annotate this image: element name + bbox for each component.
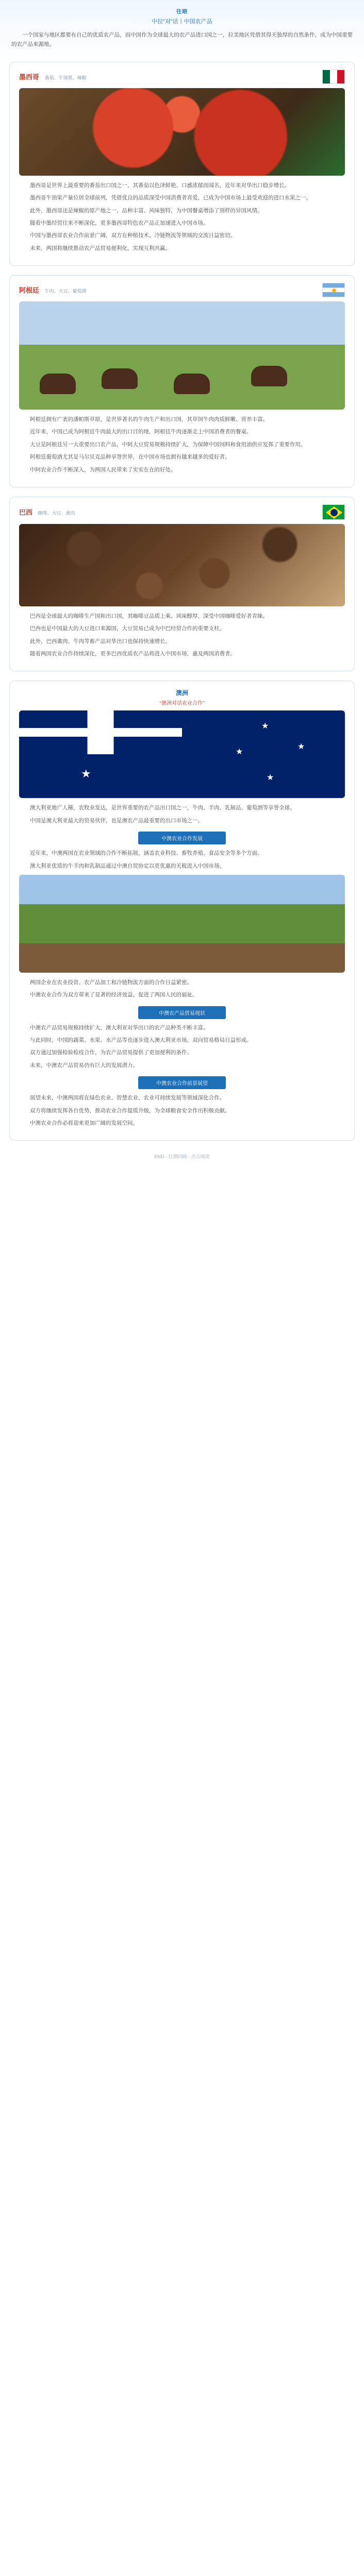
- australia-subtitle: “澳洲对话农业合作”: [159, 701, 205, 707]
- farm-photo: [19, 875, 345, 973]
- argentina-paragraph: 中阿农业合作不断深入，为两国人民带来了实实在在的好处。: [30, 466, 176, 473]
- australia-paragraph: 澳大利亚优质的牛羊肉和乳制品通过中澳自贸协定以更优惠的关税进入中国市场。: [30, 862, 225, 869]
- australia-paragraph: 中澳农产品贸易规模持续扩大，澳大利亚对华出口的农产品种类不断丰富。: [30, 1024, 209, 1031]
- australia-paragraph: 未来，中澳农产品贸易仍有巨大的发展潜力。: [30, 1062, 138, 1069]
- brazil-paragraph: 巴西是全球最大的咖啡生产国和出口国，其咖啡豆品质上乘、风味醇厚，深受中国咖啡爱好者青睐。: [30, 613, 268, 619]
- intro-title: 中拉“对”话丨中国农产品: [152, 19, 212, 25]
- mexico-paragraph: 中国与墨西哥农业合作前景广阔，双方在种植技术、冷链物流等领域的交流日益密切。: [30, 232, 236, 239]
- australia-flag-icon: ★ ★ ★ ★ ★: [19, 710, 345, 798]
- argentina-paragraph: 近年来，中国已成为阿根廷牛肉最大的出口目的地，阿根廷牛肉逐渐走上中国消费者的餐桌。: [30, 429, 252, 435]
- australia-paragraph: 中国是澳大利亚最大的贸易伙伴，也是澳农产品最重要的出口市场之一。: [30, 817, 203, 824]
- cow-shape: [102, 368, 138, 389]
- mexico-paragraph: 墨西哥是世界上最重要的番茄出口国之一，其番茄以色泽鲜艳、口感浓郁而闻名，近年来对华出口稳步增长。: [30, 182, 290, 189]
- argentina-paragraph: 大豆是阿根廷另一大重要出口农产品，中阿大豆贸易规模持续扩大，为保障中国饲料和食用油供应发挥了重要作用。: [30, 441, 306, 448]
- mexico-paragraph: 此外，墨西哥还是辣椒的原产地之一，品种丰富、风味独特，为中国餐桌增添了别样的异国风情。: [30, 207, 263, 214]
- cow-shape: [174, 374, 210, 394]
- cow-shape: [251, 366, 287, 386]
- mexico-header: [19, 70, 345, 84]
- argentina-header: [19, 283, 345, 297]
- australia-paragraph: 两国企业在农业投资、农产品加工和冷链物流方面的合作日益紧密。: [30, 979, 192, 986]
- brazil-paragraph: 巴西也是中国最大的大豆进口来源国，大豆贸易已成为中巴经贸合作的重要支柱。: [30, 625, 225, 632]
- cow-shape: [40, 374, 76, 394]
- australia-paragraph: 双方将继续发挥各自优势，推动农业合作提质升级，为全球粮食安全作出积极贡献。: [30, 1107, 230, 1114]
- intro-paragraph: 一个国家与地区都要有自己的优质农产品，而中国作为全球最大的农产品进口国之一，拉美地区凭借其得天独厚的自然条件，成为中国重要的农产品来源地。: [11, 32, 353, 48]
- brazil-name: 巴西: [19, 508, 33, 516]
- coffee-photo: [19, 524, 345, 606]
- argentina-paragraph: 阿根廷拥有广袤的潘帕斯草原，是世界著名的牛肉生产和出口国，其草饲牛肉肉质鲜嫩、营养丰富。: [30, 416, 268, 422]
- mexico-name: 墨西哥: [19, 73, 40, 81]
- footer-text[interactable]: END · 往期回顾 · 点击阅读: [154, 1154, 210, 1160]
- brazil-paragraph: 此外，巴西禽肉、牛肉等畜产品对华出口也保持快速增长。: [30, 638, 171, 645]
- brazil-subtitle: 咖啡、大豆、禽肉: [38, 510, 75, 516]
- section-heading-pill: 中澳农产品贸易现状: [138, 1006, 226, 1019]
- australia-paragraph: 近年来，中澳两国在农业领域的合作不断拓展，涵盖农业科技、畜牧养殖、食品安全等多个方面。: [30, 850, 263, 857]
- brazil-flag-icon: [322, 504, 345, 520]
- mexico-paragraph: 未来，两国将继续推动农产品贸易便利化，实现互利共赢。: [30, 245, 171, 251]
- argentina-subtitle: 牛肉、大豆、葡萄酒: [44, 289, 87, 294]
- intro-section: [0, 0, 364, 62]
- cattle-photo: [19, 301, 345, 410]
- brazil-paragraph: 随着两国农业合作持续深化，更多巴西优质农产品将进入中国市场，惠及两国消费者。: [30, 651, 236, 657]
- australia-paragraph: 双方通过加强检验检疫合作，为农产品贸易提供了更加便利的条件。: [30, 1049, 192, 1056]
- mexico-subtitle: 番茄、牛油果、辣椒: [44, 75, 87, 80]
- australia-name: 澳洲: [175, 689, 188, 697]
- argentina-section: [9, 275, 355, 487]
- australia-paragraph: 与此同时，中国的蔬菜、水果、水产品等也逐步进入澳大利亚市场，双向贸易格局日益形成。: [30, 1037, 252, 1043]
- australia-header: [19, 688, 345, 706]
- mexico-paragraph: 墨西哥牛油果产量位居全球前列，凭借优良的品质深受中国消费者喜爱，已成为中国市场上最受欢迎的进口水果之一。: [30, 195, 311, 201]
- australia-paragraph: 中澳农业合作必将迎来更加广阔的发展空间。: [30, 1120, 138, 1126]
- section-heading-pill: 中澳农业合作前景展望: [138, 1076, 226, 1089]
- intro-tag: 往期: [176, 9, 188, 15]
- australia-paragraph: 展望未来，中澳两国将在绿色农业、智慧农业、农业可持续发展等领域深化合作。: [30, 1095, 225, 1101]
- section-heading-pill: 中澳农业合作发展: [138, 832, 226, 844]
- mexico-flag-icon: [322, 70, 345, 84]
- mexico-paragraph: 随着中墨经贸往来不断深化，更多墨西哥特色农产品正加速进入中国市场。: [30, 219, 209, 226]
- article-page: [0, 0, 364, 1167]
- australia-section: [9, 681, 355, 1141]
- australia-paragraph: 澳大利亚地广人稀，农牧业发达，是世界重要的农产品出口国之一，牛肉、羊肉、乳制品、葡萄酒等享誉全球。: [30, 805, 295, 811]
- brazil-header: [19, 504, 345, 520]
- argentina-flag-icon: [322, 283, 345, 297]
- brazil-section: [9, 497, 355, 672]
- australia-paragraph: 中澳农业合作为双方带来了显著的经济效益，促进了两国人民的福祉。: [30, 992, 198, 998]
- argentina-paragraph: 阿根廷葡萄酒尤其是马尔贝克品种享誉世界，在中国市场也拥有越来越多的爱好者。: [30, 454, 230, 461]
- mexico-section: [9, 62, 355, 266]
- argentina-name: 阿根廷: [19, 286, 40, 294]
- tomato-photo: [19, 88, 345, 176]
